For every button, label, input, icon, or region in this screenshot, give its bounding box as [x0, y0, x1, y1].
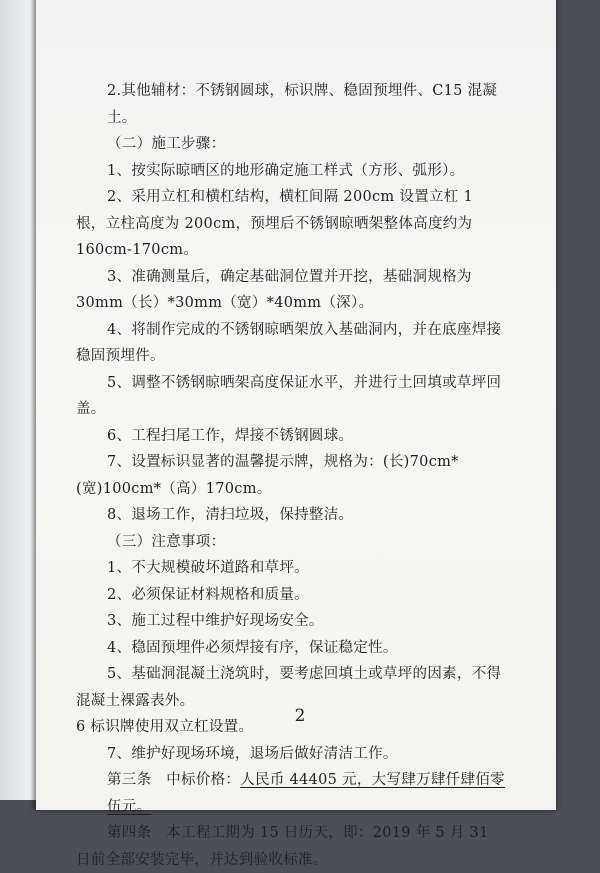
article-3-label: 第三条	[107, 772, 152, 788]
note-item: 1、不大规模破坏道路和草坪。	[107, 560, 309, 576]
step-item: 7、设置标识显著的温馨提示牌，规格为：(长)70cm*(宽)100cm*（高）170cm。	[76, 454, 459, 497]
note-item: 3、施工过程中维护好现场安全。	[107, 613, 324, 629]
materials-line: 2.其他辅材：不锈钢圆球，标识牌、稳固预埋件、C15 混凝土。	[107, 83, 498, 126]
step-item: 4、将制作完成的不锈钢晾晒架放入基础洞内，并在底座焊接稳固预埋件。	[76, 321, 502, 364]
step-item: 8、退场工作，清扫垃圾，保持整洁。	[107, 507, 354, 523]
note-item: 7、维护好现场环境，退场后做好清洁工作。	[107, 745, 398, 762]
step-item: 6、工程扫尾工作，焊接不锈钢圆球。	[107, 427, 354, 444]
page-number: 2	[294, 706, 306, 726]
note-item: 2、必须保证材料规格和质量。	[107, 586, 309, 603]
article-3-prefix: 中标价格：	[166, 772, 241, 788]
step-item: 2、采用立杠和横杠结构，横杠间隔 200cm 设置立杠 1 根，立柱高度为 200cm，预埋后不锈钢晾晒架整体高度约为 160cm-170cm。	[76, 189, 474, 258]
note-item: 5、基础洞混凝土浇筑时，要考虑回填土或草坪的因素，不得混凝土裸露表外。	[76, 666, 502, 709]
article-4	[76, 820, 506, 873]
document-body	[76, 78, 506, 873]
article-3	[76, 767, 506, 820]
notes-heading: （三）注意事项：	[107, 533, 226, 550]
article-4-text: 本工程工期为 15 日历天，即：2019 年 5 月 31 日前全部安装完毕，并达到验收标准。	[76, 825, 489, 868]
article-3-price: 人民币 44405 元，大写肆万肆仟肆佰零伍元。	[107, 772, 505, 815]
article-4-label: 第四条	[107, 825, 152, 841]
step-item: 5、调整不锈钢晾晒架高度保证水平，并进行土回填或草坪回盖。	[76, 374, 502, 417]
steps-heading: （二）施工步骤：	[107, 136, 226, 152]
step-item: 3、准确测量后，确定基础洞位置并开挖，基础洞规格为 30mm（长）*30mm（宽）*40mm（深）。	[76, 268, 472, 311]
step-item: 1、按实际晾晒区的地形确定施工样式（方形、弧形）。	[107, 162, 465, 179]
note-item: 6 标识牌使用双立杠设置。	[76, 719, 254, 735]
note-item: 4、稳固预埋件必须焊接有序，保证稳定性。	[107, 639, 398, 656]
